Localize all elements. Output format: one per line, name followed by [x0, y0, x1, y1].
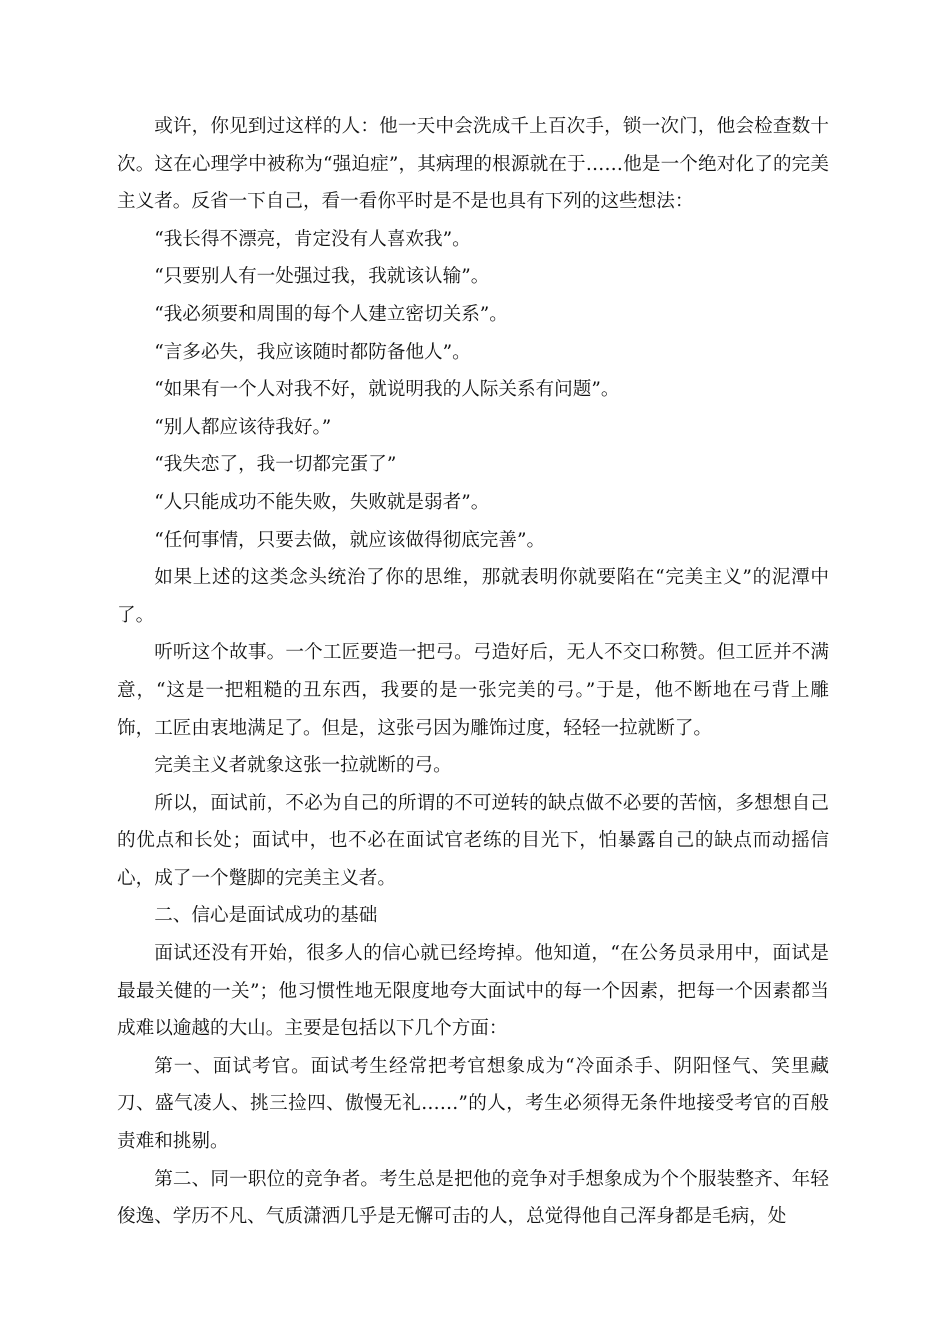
paragraph-intro: 或许，你见到过这样的人：他一天中会洗成千上百次手，锁一次门，他会检查数十次。这在心理学中被称为“强迫症”，其病理的根源就在于……他是一个绝对化了的完美主义者。反省一下自己，看一看你平时是不是也具有下列的这些想法： — [117, 116, 829, 213]
paragraph: 第一、面试考官。面试考生经常把考官想象成为“冷面杀手、阴阳怪气、笑里藏刀、盛气凌人、挑三捡四、傲慢无礼……”的人，考生必须得无条件地接受考官的百般责难和挑剔。 — [117, 1055, 829, 1153]
quote-line: “别人都应该待我好。” — [154, 416, 332, 438]
quote-line: “任何事情，只要去做，就应该做得彻底完善”。 — [154, 529, 546, 551]
quote-line: “人只能成功不能失败，失败就是弱者”。 — [154, 491, 490, 513]
quote-line: “我必须要和周围的每个人建立密切关系”。 — [154, 303, 508, 325]
quote-line: “只要别人有一处强过我，我就该认输”。 — [154, 266, 490, 288]
paragraph: 面试还没有开始，很多人的信心就已经垮掉。他知道，“在公务员录用中，面试是最最关健的一关”；他习惯性地无限度地夸大面试中的每一个因素，把每一个因素都当成难以逾越的大山。主要是包括以下几个方面： — [117, 943, 829, 1040]
paragraph: 如果上述的这类念头统治了你的思维，那就表明你就要陷在“完美主义”的泥潭中了。 — [117, 567, 829, 626]
quote-line: “我失恋了，我一切都完蛋了” — [154, 454, 397, 476]
quote-line: “言多必失，我应该随时都防备他人”。 — [154, 341, 471, 363]
paragraph-story: 听听这个故事。一个工匠要造一把弓。弓造好后，无人不交口称赞。但工匠并不满意，“这是一把粗糙的丑东西，我要的是一张完美的弓。”于是，他不断地在弓背上雕饰，工匠由衷地满足了。但是，这张弓因为雕饰过度，轻轻一拉就断了。 — [117, 642, 829, 739]
paragraph: 完美主义者就象这张一拉就断的弓。 — [154, 755, 452, 777]
quote-line: “我长得不漂亮，肯定没有人喜欢我”。 — [154, 228, 471, 250]
quote-line: “如果有一个人对我不好，就说明我的人际关系有问题”。 — [154, 379, 620, 401]
paragraph: 第二、同一职位的竞争者。考生总是把他的竞争对手想象成为个个服装整齐、年轻俊逸、学历不凡、气质潇洒几乎是无懈可击的人，总觉得他自己浑身都是毛病，处 — [117, 1168, 829, 1228]
document-body — [117, 108, 829, 1236]
paragraph: 所以，面试前，不必为自己的所谓的不可逆转的缺点做不必要的苦恼，多想想自己的优点和长处；面试中，也不必在面试官老练的目光下，怕暴露自己的缺点而动摇信心，成了一个蹩脚的完美主义者。 — [117, 792, 829, 889]
section-heading: 二、信心是面试成功的基础 — [154, 905, 378, 927]
